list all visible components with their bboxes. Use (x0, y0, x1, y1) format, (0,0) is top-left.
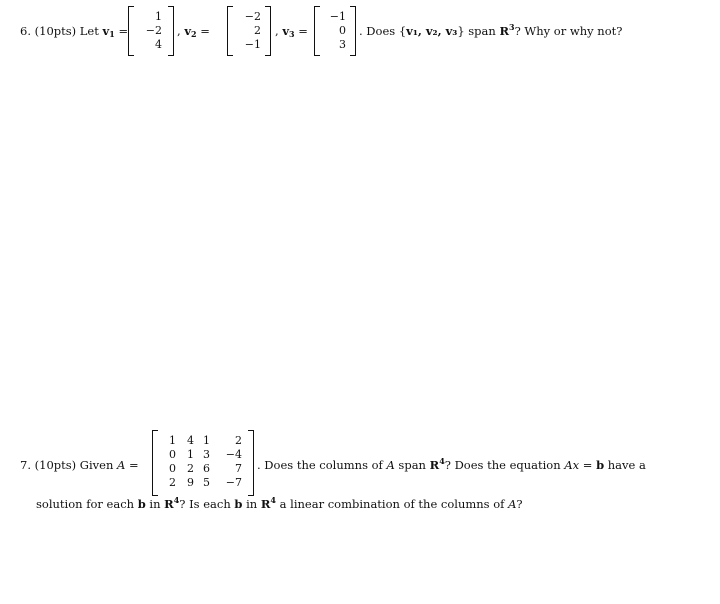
matrix-cell: −4 (225, 448, 242, 461)
problem-7-line1: . Does the columns of A span $R^4$? Does the equation Ax = b have a (257, 456, 646, 472)
v1-equals: = (118, 24, 129, 38)
problem-7-intro (20, 458, 139, 472)
matrix-cell: 2 (169, 476, 176, 489)
v2-entry: 2 (254, 24, 261, 37)
vector-v2 (227, 6, 271, 56)
matrix-cell: 2 (187, 462, 194, 475)
matrix-cell: 0 (169, 448, 176, 461)
matrix-cell: 1 (187, 448, 194, 461)
vector-v1 (128, 6, 174, 56)
v3-equals: = (298, 24, 308, 38)
v2-label: $v_2$ (184, 24, 197, 39)
v1-entry: 1 (155, 10, 162, 23)
problem-6-let: Let (79, 24, 99, 38)
problem-6-points: (10pts) (34, 24, 77, 38)
matrix-cell: 6 (203, 462, 210, 475)
matrix-A-label: A (117, 458, 126, 472)
matrix-cell: 0 (169, 462, 176, 475)
matrix-A-equals: = (129, 458, 139, 472)
matrix-cell: 3 (203, 448, 210, 461)
matrix-cell: 2 (235, 434, 242, 447)
matrix-A (152, 430, 254, 496)
matrix-cell: 9 (187, 476, 194, 489)
matrix-cell: −7 (225, 476, 242, 489)
problem-7-given: Given (79, 458, 114, 472)
r4-symbol: $R^4$ (429, 456, 445, 472)
v2-intro: , $v_2$ = (177, 24, 210, 39)
v3-label: $v_3$ (282, 24, 295, 39)
matrix-cell: 5 (203, 476, 210, 489)
vector-set: v₁, v₂, v₃ (406, 24, 458, 38)
v1-entry: 4 (155, 38, 162, 51)
v2-entry: −1 (244, 38, 261, 51)
v3-entry: −1 (329, 10, 346, 23)
r3-symbol: $R^3$ (499, 22, 515, 38)
problem-6-number: 6. (20, 24, 31, 38)
matrix-cell: 1 (169, 434, 176, 447)
vector-b: b (596, 458, 605, 472)
v1-entry: −2 (145, 24, 162, 37)
problem-7-points: (10pts) (34, 458, 77, 472)
problem-6-intro (20, 24, 128, 38)
problem-7-line2: solution for each b in $R^4$? Is each b in $R^4$ a linear combination of the columns of A? (36, 495, 523, 511)
problem-7-number: 7. (20, 458, 31, 472)
v3-entry: 0 (339, 24, 346, 37)
r4-symbol: $R^4$ (260, 495, 276, 511)
equation-ax: Ax (564, 458, 580, 472)
v1-label: $v_1$ (102, 24, 115, 39)
v3-intro: , $v_3$ = (275, 24, 308, 39)
vector-v3 (314, 6, 356, 56)
r4-symbol: $R^4$ (164, 495, 180, 511)
matrix-cell: 7 (235, 462, 242, 475)
problem-6-question: . Does {v₁, v₂, v₃} span $R^3$? Why or why not? (359, 22, 623, 38)
v2-equals: = (200, 24, 210, 38)
matrix-cell: 1 (203, 434, 210, 447)
matrix-cell: 4 (187, 434, 194, 447)
v3-entry: 3 (339, 38, 346, 51)
v2-entry: −2 (244, 10, 261, 23)
